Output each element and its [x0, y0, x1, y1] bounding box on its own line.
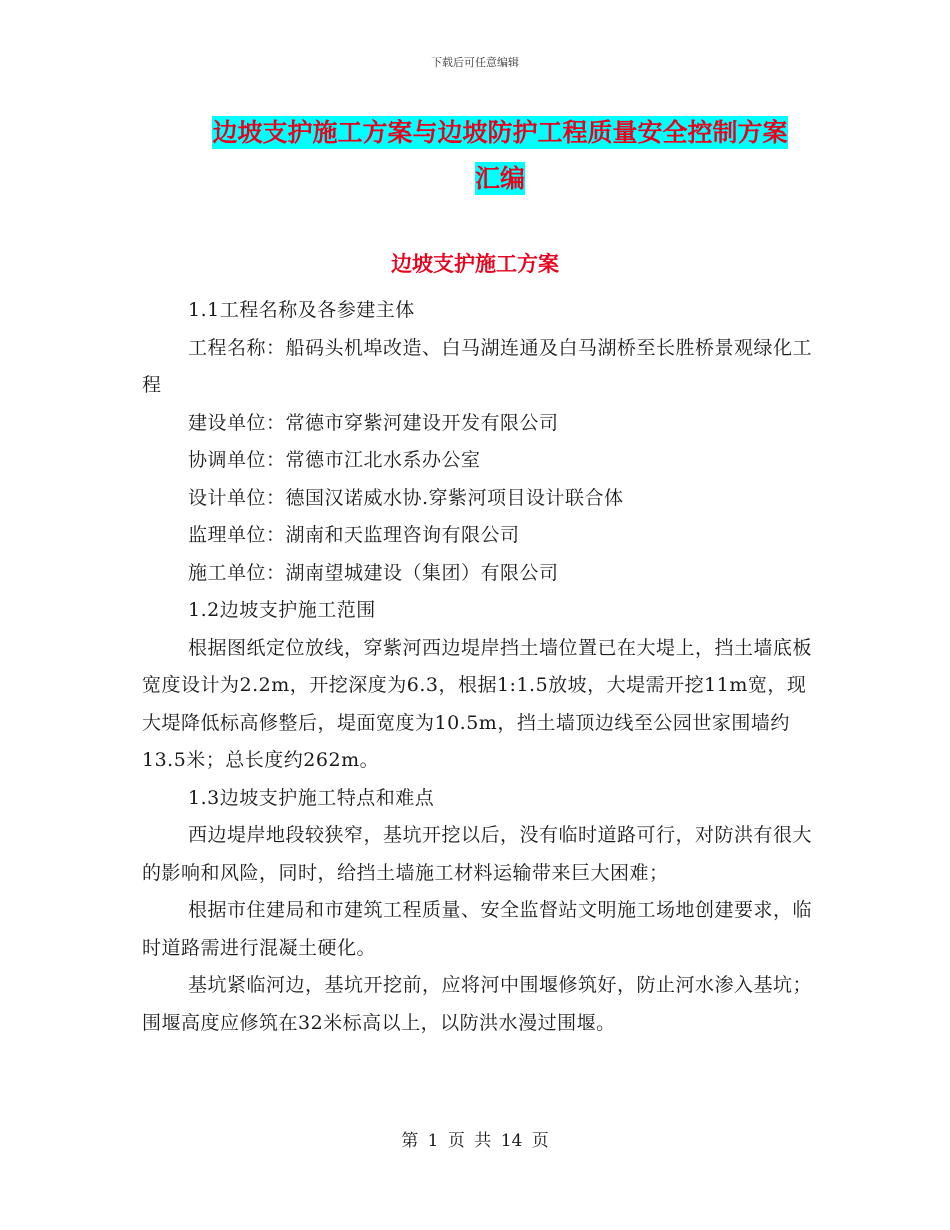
main-title-line1: 边坡支护施工方案与边坡防护工程质量安全控制方案: [212, 118, 788, 147]
main-title-line2: 汇编: [474, 164, 525, 193]
section-title: 边坡支护施工方案: [391, 251, 559, 276]
paragraph-project-name: 工程名称：船码头机埠改造、白马湖连通及白马湖桥至长胜桥景观绿化工程: [142, 336, 813, 396]
paragraph-scope-description: 根据图纸定位放线，穿紫河西边堤岸挡土墙位置已在大堤上，挡土墙底板宽度设计为2.2m，开挖深度为6.3，根据1:1.5放坡，大堤需开挖11m宽，现大堤降低标高修整后，堤面宽度为10.5m，挡土墙顶边线至公园世家围墙约13.5米；总长度约262m。: [142, 636, 813, 771]
paragraph-design-unit: 设计单位：德国汉诺威水协.穿紫河项目设计联合体: [188, 486, 624, 509]
document-body: [142, 292, 814, 1042]
paragraph-cofferdam: 基坑紧临河边，基坑开挖前，应将河中围堰修筑好，防止河水渗入基坑；围堰高度应修筑在32米标高以上，以防洪水漫过围堰。: [142, 974, 813, 1034]
paragraph-contractor-unit: 施工单位：湖南望城建设（集团）有限公司: [188, 561, 559, 584]
paragraph-1-3-heading: 1.3边坡支护施工特点和难点: [188, 786, 435, 809]
document-main-title: [190, 110, 810, 202]
header-note: 下载后可任意编辑: [431, 56, 519, 69]
paragraph-site-difficulty: 西边堤岸地段较狭窄，基坑开挖以后，没有临时道路可行，对防洪有很大的影响和风险，同时，给挡土墙施工材料运输带来巨大困难；: [142, 824, 813, 884]
paragraph-1-2-heading: 1.2边坡支护施工范围: [188, 599, 376, 621]
page-number-footer: 第 1 页 共 14 页: [401, 1131, 549, 1151]
paragraph-construction-unit: 建设单位：常德市穿紫河建设开发有限公司: [188, 411, 559, 434]
paragraph-coordination-unit: 协调单位：常德市江北水系办公室: [188, 449, 481, 471]
paragraph-road-requirement: 根据市住建局和市建筑工程质量、安全监督站文明施工场地创建要求，临时道路需进行混凝土硬化。: [142, 899, 813, 959]
paragraph-supervision-unit: 监理单位：湖南和天监理咨询有限公司: [188, 524, 520, 546]
paragraph-1-1-heading: 1.1工程名称及各参建主体: [188, 299, 415, 321]
